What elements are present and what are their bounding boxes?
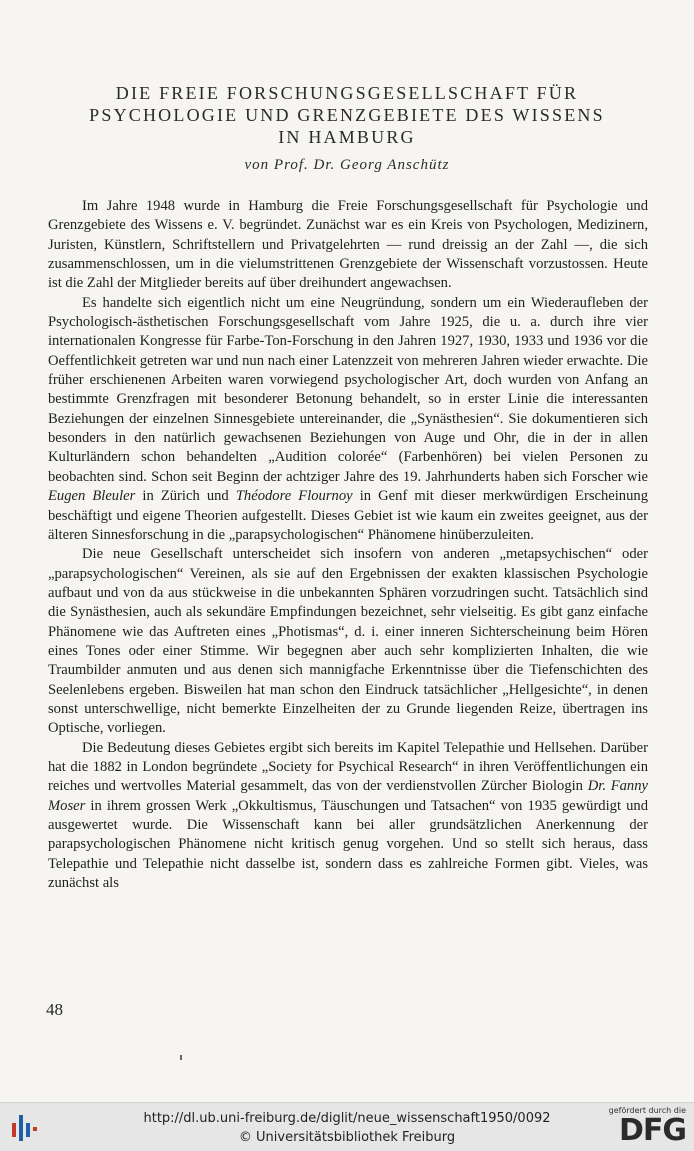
person-name-bleuler: Eugen Bleuler [48,488,136,505]
paragraph-3: Die neue Gesellschaft unterscheidet sich insofern von anderen „metapsychischen“ oder „parapsychologischen“ Vereinen, als sie auf den Ergebnissen der exakten klassischen Psychologie aufbaut und von da aus stückweise in die unbekannten Sphären vorzudringen sucht. Tatsächlich sind die Synästhesien, auch als sekundäre Empfindungen bezeichnet, sehr vielseitig. Es gibt ganz einfache Phänomene wie das Auftreten eines „Photismas“, d. i. einer inneren Sichterscheinung beim Hören eines Tones oder einer Stimme. Wir begegnen aber auch sehr komplizierten Inhalten, die wie Traumbilder anmuten und aus denen sich mannigfache Erkenntnisse über die Tiefenschichten des Seelenlebens ergeben. Bisweilen hat man schon den Eindruck tatsächlicher „Hellgesichte“, in denen sonst unterschwellige, nicht bemerkte Einzelheiten der zu Grunde liegenden Reize, übertragen ins Optische, vorliegen. [48,546,648,737]
viewer-footer [0,1102,694,1151]
paragraph-4 [48,739,648,894]
article-title-line-3: IN HAMBURG [278,127,416,147]
article-title-line-2: PSYCHOLOGIE UND GRENZGEBIETE DES WISSENS [89,105,605,125]
paragraph-2-text-a: Es handelte sich eigentlich nicht um eine Neugründung, sondern um ein Wiederaufleben der Psychologisch-ästhetischen Forschungsgesellschaft vom Jahre 1925, die u. a. durch ihre vier internationalen Kongresse für Farbe-Ton-Forschung in den Jahren 1927, 1930, 1933 und 1936 vor die Oeffentlichkeit getreten war und nun nach einer Latenzzeit von mehreren Jahren wieder erwachte. Die früher erschienenen Arbeiten waren vorwiegend psychologischer Art, doch wurden von Anfang an bestimmte Grenzfragen mit besonderer Betonung behandelt, so in erster Linie die interessanten Beziehungen der einzelnen Sinnesgebiete untereinander, die „Synästhesien“. Sie dokumentieren sich besonders in den natürlich gewachsenen Beziehungen von Auge und Ohr, die in der in allen Kulturländern schon behandelten „Audition colorée“ (Farbenhören) bei vielen Personen zu beobachten sind. Schon seit Beginn der achtziger Jahre des 19. Jahrhunderts haben sich Forscher wie [48,294,648,485]
paragraph-2 [48,294,648,545]
paragraph-1: Im Jahre 1948 wurde in Hamburg die Freie Forschungsgesellschaft für Psychologie und Grenzgebiete des Wissens e. V. begründet. Zunächst war es ein Kreis von Psychologen, Medizinern, Juristen, Künstlern, Schriftstellern und Privatgelehrten — rund dreissig an der Zahl —, die sich zusammenschlossen, um in die vielumstrittenen Grenzgebiete der Wissenschaft vorzustossen. Heute ist die Zahl der Mitglieder bereits auf über dreihundert angewachsen. [48,198,648,292]
paragraph-4-text-a: Die Bedeutung dieses Gebietes ergibt sich bereits im Kapitel Telepathie und Hellsehen. Darüber hat die 1882 in London begründete „Society for Psychical Research“ in ihren Veröffentlichungen ein reiches und wertvolles Material gesammelt, das von der verdienstvollen Zürcher Biologin [48,739,648,795]
article-title-line-1: DIE FREIE FORSCHUNGSGESELLSCHAFT FÜR [115,83,579,103]
person-name-moser: Dr. Fanny Moser [48,778,648,814]
paragraph-2-text-b: in Zürich und [135,488,236,505]
page-number: 48 [46,1000,63,1019]
paragraph-4-text-b: in ihrem grossen Werk „Okkultismus, Täuschungen und Tatsachen“ von 1935 gewürdigt und ausgewertet wurde. Die Wissenschaft kann bei aller grundsätzlichen Anerkennung der parapsychologischen Phänomene nicht kritisch genug vorgehen. Und so stellt sich heraus, dass Telepathie und Telepathie nicht dasselbe ist, sondern dass es zahlreiche Formen gibt. Vieles, was zunächst als [48,797,648,892]
article-author: von Prof. Dr. Georg Anschütz [244,157,450,173]
article-body [48,197,648,987]
funder-caption: gefördert durch die [608,1106,686,1115]
dfg-logo-text: DFG [618,1113,686,1148]
paragraph-2-text-c: in Genf mit dieser merkwürdigen Erscheinung beschäftigt und eigene Theorien aufgestellt. Dieses Gebiet ist wie kaum ein zweites geeignet, aus der älteren Sinnesforschung in die „parapsychologischen“ Phänomene hinüberzuleiten. [48,488,648,543]
source-url-link[interactable]: http://dl.ub.uni-freiburg.de/diglit/neue_wissenschaft1950/0092 [143,1111,551,1126]
copyright-notice: © Universitätsbibliothek Freiburg [238,1130,456,1145]
dfg-funder-logo [590,1106,686,1148]
person-name-flournoy: Théodore Flournoy [235,488,353,505]
scan-speck [180,1055,182,1060]
